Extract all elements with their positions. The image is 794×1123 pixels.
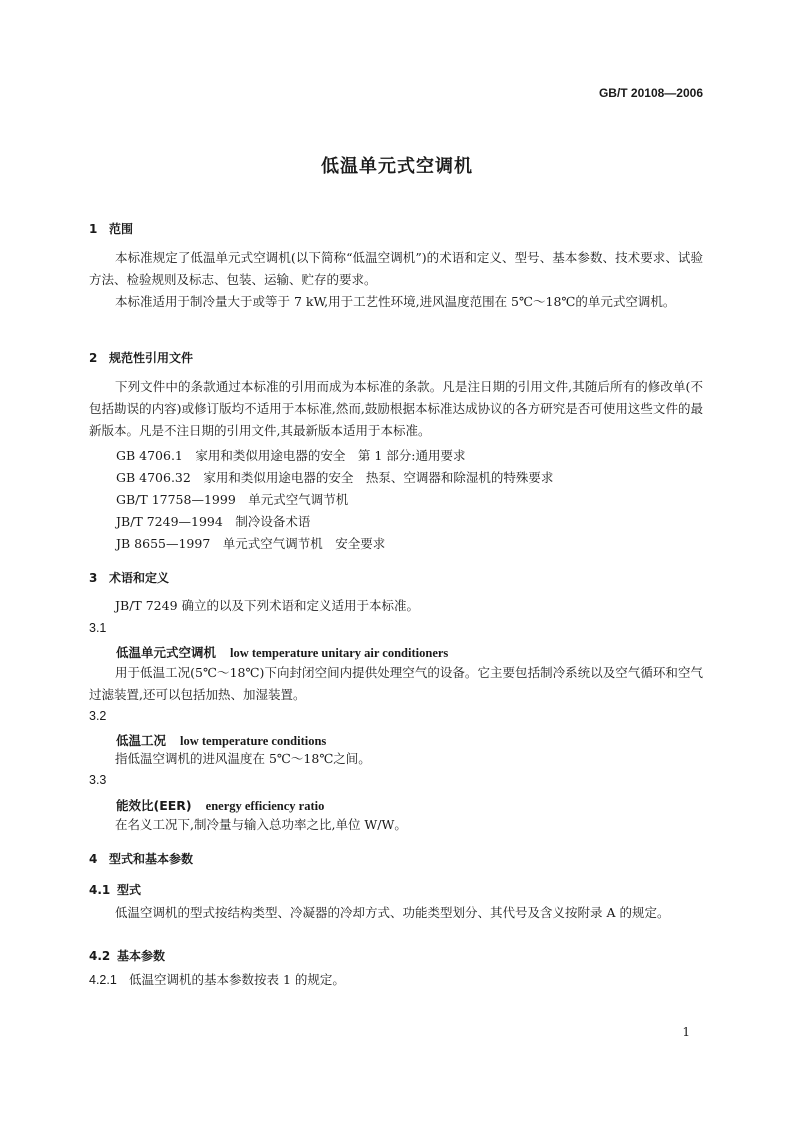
section-title: 术语和定义 [109, 571, 170, 585]
section-3-heading [89, 569, 169, 586]
reference-item: GB 4706.32 家用和类似用途电器的安全 热泵、空调器和除湿机的特殊要求 [116, 470, 554, 485]
term-definition: 指低温空调机的进风温度在 5℃～18℃之间。 [115, 751, 371, 766]
term-entry [116, 643, 448, 661]
term-chinese: 低温单元式空调机 [116, 645, 217, 660]
section-4-heading [89, 850, 193, 867]
subsection-4-1-heading [89, 881, 141, 898]
page-number: 1 [682, 1025, 690, 1039]
section-2-heading [89, 349, 193, 366]
section-number: 1 [89, 222, 98, 236]
term-entry [116, 796, 324, 814]
section-title: 型式 [117, 883, 142, 897]
clause-number: 3.1 [89, 621, 107, 635]
section-title: 型式和基本参数 [109, 852, 194, 866]
clause-number: 4.2.1 [89, 973, 117, 987]
section-title: 规范性引用文件 [109, 351, 194, 365]
section-1-paragraph-1: 本标准规定了低温单元式空调机(以下简称“低温空调机”)的术语和定义、型号、基本参数、技术要求、试验方法、检验规则及标志、包装、运输、贮存的要求。 [89, 250, 703, 287]
term-english: energy efficiency ratio [205, 799, 325, 813]
term-chinese: 能效比(EER) [116, 798, 192, 813]
section-title: 范围 [109, 222, 134, 236]
section-number: 4.1 [89, 883, 111, 897]
standard-number: GB/T 20108—2006 [598, 86, 703, 100]
term-chinese: 低温工况 [116, 733, 167, 748]
term-definition: 用于低温工况(5℃～18℃)下向封闭空间内提供处理空气的设备。它主要包括制冷系统以及空气循环和空气过滤装置,还可以包括加热、加湿装置。 [89, 665, 703, 702]
term-english: low temperature unitary air conditioners [230, 646, 449, 660]
clause-text: 低温空调机的基本参数按表 1 的规定。 [129, 972, 345, 987]
clause-number: 3.3 [89, 773, 107, 787]
section-number: 2 [89, 351, 98, 365]
section-1-heading [89, 220, 133, 237]
section-number: 4 [89, 852, 98, 866]
reference-item: GB 4706.1 家用和类似用途电器的安全 第 1 部分:通用要求 [116, 448, 466, 463]
document-title: 低温单元式空调机 [321, 156, 473, 177]
section-1-paragraph-2: 本标准适用于制冷量大于或等于 7 kW,用于工艺性环境,进风温度范围在 5℃～18℃的单元式空调机。 [115, 294, 676, 309]
section-title: 基本参数 [117, 949, 166, 963]
section-number: 3 [89, 571, 98, 585]
subsection-4-1-paragraph: 低温空调机的型式按结构类型、冷凝器的冷却方式、功能类型划分、其代号及含义按附录 A 的规定。 [115, 905, 670, 920]
subsection-4-2-heading [89, 947, 165, 964]
clause-4-2-1 [89, 970, 345, 988]
reference-item: JB/T 7249—1994 制冷设备术语 [116, 514, 311, 529]
section-2-paragraph: 下列文件中的条款通过本标准的引用而成为本标准的条款。凡是注日期的引用文件,其随后所有的修改单(不包括勘误的内容)或修订版均不适用于本标准,然而,鼓励根据本标准达成协议的各方研究是否可使用这些文件的最新版本。凡是不注日期的引用文件,其最新版本适用于本标准。 [89, 379, 703, 438]
section-3-intro: JB/T 7249 确立的以及下列术语和定义适用于本标准。 [115, 598, 420, 613]
term-english: low temperature conditions [180, 734, 327, 748]
clause-number: 3.2 [89, 709, 107, 723]
term-definition: 在名义工况下,制冷量与输入总功率之比,单位 W/W。 [115, 817, 407, 832]
reference-item: GB/T 17758—1999 单元式空气调节机 [116, 492, 349, 507]
section-number: 4.2 [89, 949, 111, 963]
term-entry [116, 731, 326, 749]
reference-item: JB 8655—1997 单元式空气调节机 安全要求 [116, 536, 386, 551]
